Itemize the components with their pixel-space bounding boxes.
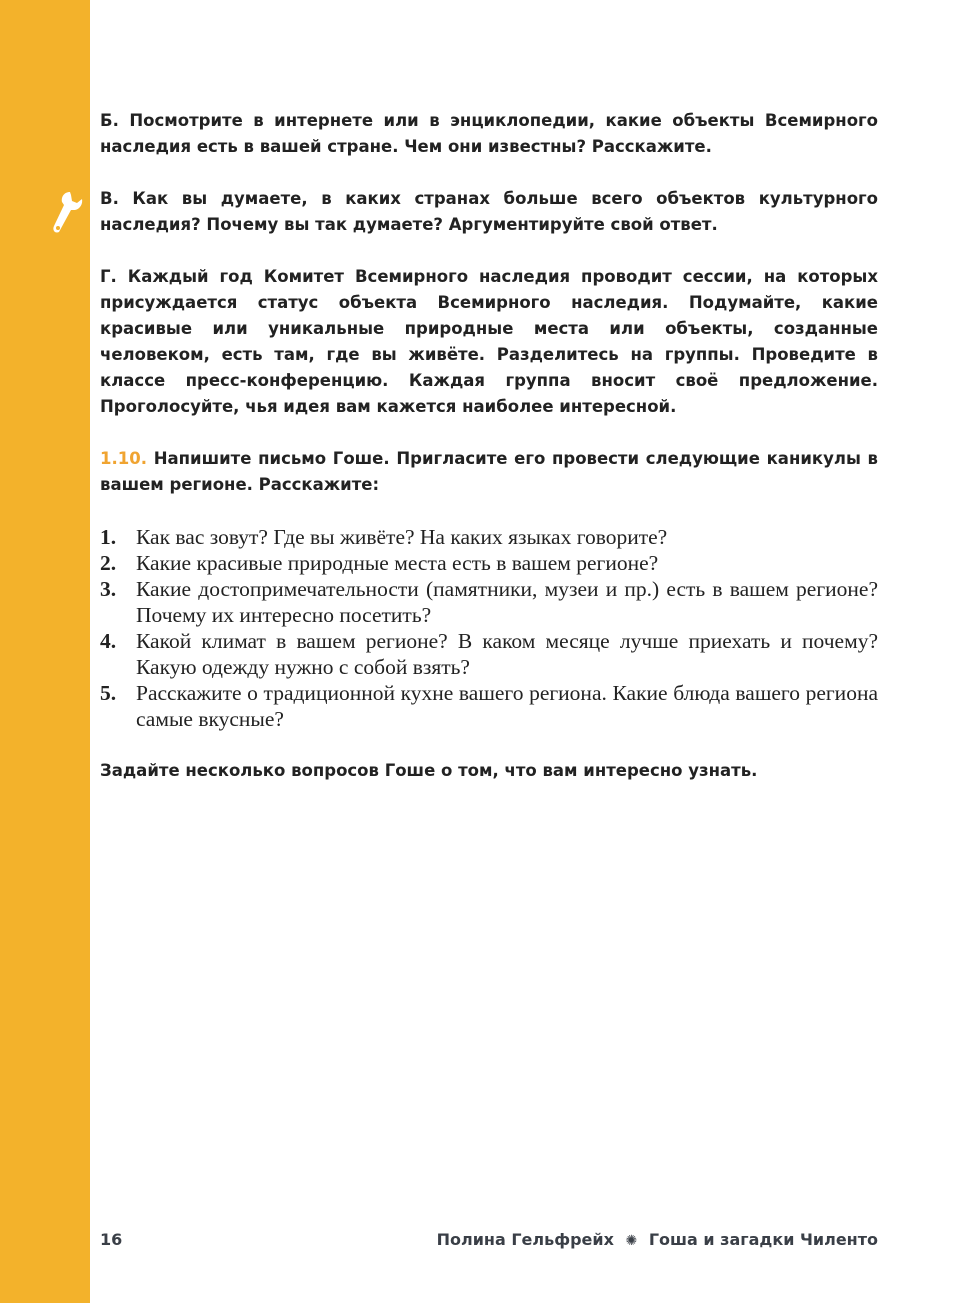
question-text: Какие достопримечательности (памятники, музеи и пр.) есть в вашем регионе? Почему их интересно посетить? bbox=[136, 577, 878, 627]
exercise-v: В. Как вы думаете, в каких странах больше всего объектов культурного наследия? Почему вы так думаете? Аргументируйте свой ответ. bbox=[100, 189, 878, 234]
page-number: 16 bbox=[100, 1230, 123, 1249]
wrench-icon bbox=[50, 190, 84, 236]
question-item bbox=[100, 628, 878, 680]
closing-instruction: Задайте несколько вопросов Гоше о том, что вам интересно узнать. bbox=[100, 761, 758, 780]
author-name: Полина Гельфрейх bbox=[436, 1230, 614, 1249]
question-number: 1. bbox=[100, 525, 117, 549]
question-text: Как вас зовут? Где вы живёте? На каких языках говорите? bbox=[136, 525, 668, 549]
task-text: Напишите письмо Гоше. Пригласите его провести следующие каникулы в вашем регионе. Расскажите: bbox=[100, 449, 878, 494]
question-item bbox=[100, 550, 878, 576]
question-text: Расскажите о традиционной кухне вашего региона. Какие блюда вашего региона самые вкусные? bbox=[136, 681, 878, 731]
task-1-10 bbox=[100, 446, 878, 498]
exercise-b: Б. Посмотрите в интернете или в энциклопедии, какие объекты Всемирного наследия есть в вашей стране. Чем они известны? Расскажите. bbox=[100, 111, 878, 156]
question-text: Какие красивые природные места есть в вашем регионе? bbox=[136, 551, 659, 575]
side-color-bar bbox=[0, 0, 90, 1303]
book-title: Гоша и загадки Чиленто bbox=[648, 1230, 878, 1249]
question-text: Какой климат в вашем регионе? В каком месяце лучше приехать и почему? Какую одежду нужно с собой взять? bbox=[136, 629, 878, 679]
exercise-g: Г. Каждый год Комитет Всемирного наследия проводит сессии, на которых присуждается статус объекта Всемирного наследия. Подумайте, какие красивые или уникальные природные места или объекты, созданные человеком, есть там, где вы живёте. Разделитесь на группы. Проведите в классе пресс-конференцию. Каждая группа вносит своё предложение. Проголосуйте, чья идея вам кажется наиболее интересной. bbox=[100, 267, 878, 416]
question-number: 2. bbox=[100, 551, 117, 575]
question-number: 3. bbox=[100, 577, 117, 601]
page-content bbox=[100, 108, 878, 810]
question-item bbox=[100, 680, 878, 732]
question-item bbox=[100, 524, 878, 550]
question-number: 5. bbox=[100, 681, 117, 705]
running-title bbox=[437, 1228, 878, 1253]
asterisk-flower-icon: ✺ bbox=[625, 1233, 638, 1249]
question-list bbox=[100, 524, 878, 732]
task-number: 1.10. bbox=[100, 449, 147, 468]
question-item bbox=[100, 576, 878, 628]
question-number: 4. bbox=[100, 629, 117, 653]
